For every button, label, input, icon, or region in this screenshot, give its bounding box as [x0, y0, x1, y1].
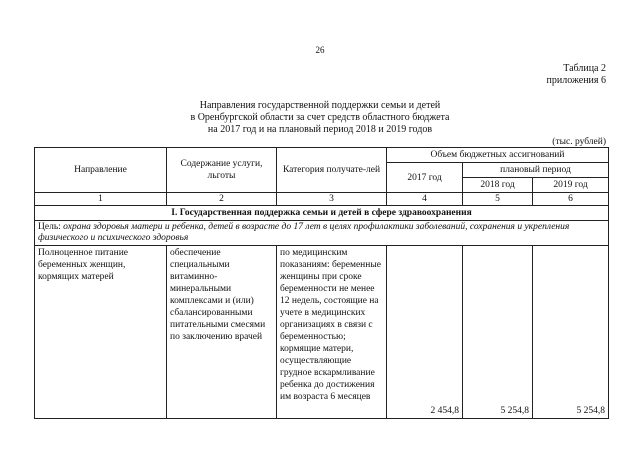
goal-label: Цель: [38, 222, 61, 232]
row-value-2018: 5 254,8 [463, 246, 533, 419]
row-direction: Полноценное питание беременных женщин, кормящих матерей [35, 246, 167, 419]
col-number: 4 [387, 193, 463, 206]
col-number: 1 [35, 193, 167, 206]
table-label [547, 63, 606, 87]
units-label: (тыс. рублей) [552, 137, 606, 147]
title-line-2: в Оренбургской области за счет средств областного бюджета [190, 112, 450, 123]
header-row-1 [35, 148, 609, 163]
section-title: I. Государственная поддержка семьи и детей в сфере здравоохранения [35, 206, 609, 221]
header-volume: Объем бюджетных ассигнований [387, 148, 609, 163]
row-service: обеспечение специальными витаминно-минеральными комплексами и (или) сбалансированными питательными смесями по заключению врачей [167, 246, 277, 419]
col-number: 6 [533, 193, 609, 206]
header-year-2017: 2017 год [387, 163, 463, 193]
table-row [35, 246, 609, 419]
document-title [0, 100, 640, 136]
column-number-row [35, 193, 609, 206]
budget-table [34, 147, 609, 419]
row-category: по медицинским показаниям: беременные женщины при сроке беременности не менее 12 недель, состоящие на учете в медицинских организациях в связи с беременностью; кормящие матери, осуществляющие грудное вскармливание ребенка до достижения им возраста 6 месяцев [277, 246, 387, 419]
header-direction: Направление [35, 148, 167, 193]
col-number: 2 [167, 193, 277, 206]
section-row [35, 206, 609, 221]
goal-row [35, 221, 609, 246]
title-line-1: Направления государственной поддержки семьи и детей [199, 100, 441, 111]
row-value-2019: 5 254,8 [533, 246, 609, 419]
col-number: 5 [463, 193, 533, 206]
header-planned: плановый период [463, 163, 609, 178]
header-service: Содержание услуги, льготы [167, 148, 277, 193]
page-number: 26 [315, 45, 325, 55]
col-number: 3 [277, 193, 387, 206]
goal-text: охрана здоровья матери и ребенка, детей в возрасте до 17 лет в целях профилактики заболеваний, сохранения и укрепления физического и психического здоровья [38, 222, 570, 243]
header-category: Категория получате-лей [277, 148, 387, 193]
row-value-2017: 2 454,8 [387, 246, 463, 419]
goal-cell [35, 221, 609, 246]
header-year-2019: 2019 год [533, 178, 609, 193]
title-line-3: на 2017 год и на плановый период 2018 и 2019 годов [207, 124, 433, 135]
appendix-label: приложения 6 [546, 75, 606, 86]
header-year-2018: 2018 год [463, 178, 533, 193]
table-number: Таблица 2 [563, 63, 606, 74]
